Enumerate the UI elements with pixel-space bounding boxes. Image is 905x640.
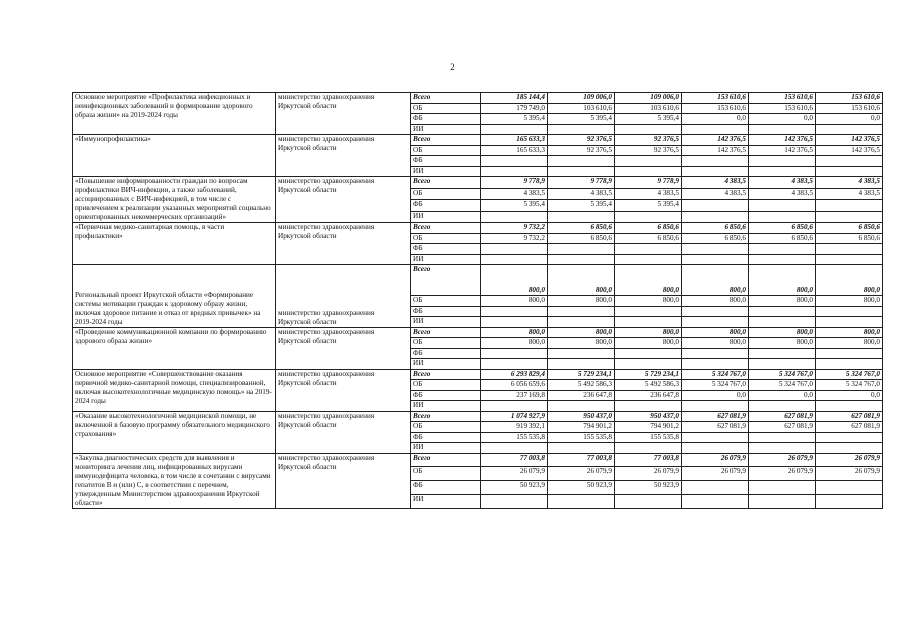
amount-cell xyxy=(682,443,749,454)
budget-table-body xyxy=(73,93,883,509)
activity-name: Основное мероприятие «Профилактика инфекционных и неинфекционных заболеваний и формирование здорового образа жизни» на 2019-2024 годы xyxy=(73,93,276,135)
funding-source: ОБ xyxy=(411,188,481,200)
budget-table xyxy=(72,92,883,509)
funding-source: ИИ xyxy=(411,401,481,412)
amount-cell: 919 392,1 xyxy=(481,422,548,433)
amount-cell: 6 850,6 xyxy=(749,233,816,244)
amount-cell: 26 079,9 xyxy=(749,467,816,481)
funding-source: ФБ xyxy=(411,348,481,359)
amount-cell: 627 081,9 xyxy=(749,422,816,433)
amount-cell: 0,0 xyxy=(749,390,816,401)
table-row xyxy=(73,93,883,104)
amount-cell xyxy=(682,432,749,443)
amount-cell: 5 395,4 xyxy=(615,200,682,212)
amount-cell xyxy=(548,124,615,135)
table-row xyxy=(73,411,883,422)
funding-source: ФБ xyxy=(411,306,481,317)
amount-cell xyxy=(548,254,615,265)
amount-cell: 92 376,5 xyxy=(548,145,615,156)
amount-cell: 155 535,8 xyxy=(481,432,548,443)
amount-cell: 6 850,6 xyxy=(682,223,749,234)
amount-cell: 4 383,5 xyxy=(749,188,816,200)
amount-cell xyxy=(548,348,615,359)
amount-cell: 5 395,4 xyxy=(548,114,615,125)
amount-cell xyxy=(481,124,548,135)
funding-source: ОБ xyxy=(411,145,481,156)
amount-cell xyxy=(816,348,883,359)
funding-source: ФБ xyxy=(411,481,481,495)
amount-cell: 165 633,3 xyxy=(481,145,548,156)
amount-cell: 6 850,6 xyxy=(816,233,883,244)
amount-cell xyxy=(682,156,749,167)
amount-cell: 26 079,9 xyxy=(749,453,816,467)
amount-cell: 92 376,5 xyxy=(548,135,615,146)
amount-cell xyxy=(481,211,548,223)
amount-cell: 800,0 xyxy=(749,338,816,349)
amount-cell xyxy=(749,359,816,370)
amount-cell: 5 324 767,0 xyxy=(682,380,749,391)
amount-cell: 153 610,6 xyxy=(816,93,883,104)
amount-cell xyxy=(682,254,749,265)
amount-cell: 142 376,5 xyxy=(682,145,749,156)
amount-cell: 4 383,5 xyxy=(816,177,883,189)
amount-cell: 26 079,9 xyxy=(682,467,749,481)
amount-cell: 800,0 xyxy=(548,338,615,349)
amount-cell: 4 383,5 xyxy=(615,188,682,200)
amount-cell: 153 610,6 xyxy=(816,103,883,114)
funding-source: ФБ xyxy=(411,244,481,255)
amount-cell: 77 003,8 xyxy=(548,453,615,467)
funding-source: ФБ xyxy=(411,390,481,401)
funding-source: Всего xyxy=(411,453,481,467)
amount-cell: 800,0 xyxy=(816,338,883,349)
amount-cell xyxy=(682,124,749,135)
amount-cell: 950 437,0 xyxy=(615,411,682,422)
amount-cell: 800,0 xyxy=(548,327,615,338)
amount-cell: 800,0 xyxy=(548,265,615,296)
amount-cell: 800,0 xyxy=(816,327,883,338)
amount-cell xyxy=(615,348,682,359)
amount-cell xyxy=(816,211,883,223)
amount-cell xyxy=(682,317,749,328)
amount-cell xyxy=(749,401,816,412)
amount-cell xyxy=(481,166,548,177)
amount-cell: 6 850,6 xyxy=(615,223,682,234)
amount-cell xyxy=(816,156,883,167)
amount-cell xyxy=(548,359,615,370)
amount-cell xyxy=(682,494,749,508)
amount-cell xyxy=(749,443,816,454)
amount-cell: 50 923,9 xyxy=(481,481,548,495)
funding-source: ИИ xyxy=(411,494,481,508)
amount-cell: 6 850,6 xyxy=(615,233,682,244)
activity-name: «Закупка диагностических средств для выявления и мониторинга лечения лиц, инфицированных вирусами иммунодефицита человека, в том числе в сочетании с вирусами гепатитов B и (или) C, в соответствии с перечнем, утвержденным Министерством здравоохранения Иркутской области» xyxy=(73,453,276,508)
amount-cell xyxy=(682,359,749,370)
amount-cell: 5 492 586,3 xyxy=(548,380,615,391)
amount-cell xyxy=(816,244,883,255)
amount-cell: 950 437,0 xyxy=(548,411,615,422)
amount-cell xyxy=(749,244,816,255)
amount-cell: 92 376,5 xyxy=(615,145,682,156)
amount-cell xyxy=(816,401,883,412)
amount-cell: 26 079,9 xyxy=(816,467,883,481)
activity-name: «Проведение коммуникационной компании по формированию здорового образа жизни» xyxy=(73,327,276,369)
amount-cell: 1 074 927,9 xyxy=(481,411,548,422)
amount-cell: 6 850,6 xyxy=(682,233,749,244)
amount-cell xyxy=(816,200,883,212)
amount-cell: 179 749,0 xyxy=(481,103,548,114)
amount-cell: 800,0 xyxy=(682,338,749,349)
funding-source: ИИ xyxy=(411,124,481,135)
amount-cell: 9 732,2 xyxy=(481,233,548,244)
funding-source: ОБ xyxy=(411,338,481,349)
amount-cell xyxy=(615,254,682,265)
amount-cell: 800,0 xyxy=(749,327,816,338)
amount-cell: 26 079,9 xyxy=(548,467,615,481)
amount-cell: 4 383,5 xyxy=(682,188,749,200)
amount-cell: 627 081,9 xyxy=(682,422,749,433)
amount-cell: 236 647,8 xyxy=(615,390,682,401)
amount-cell: 800,0 xyxy=(682,296,749,307)
amount-cell: 103 610,6 xyxy=(615,103,682,114)
funding-source: Всего xyxy=(411,93,481,104)
amount-cell xyxy=(749,200,816,212)
amount-cell: 800,0 xyxy=(816,265,883,296)
amount-cell xyxy=(816,254,883,265)
amount-cell xyxy=(481,348,548,359)
amount-cell: 153 610,6 xyxy=(749,103,816,114)
amount-cell xyxy=(615,156,682,167)
amount-cell: 627 081,9 xyxy=(749,411,816,422)
amount-cell xyxy=(749,481,816,495)
amount-cell: 800,0 xyxy=(749,265,816,296)
amount-cell: 4 383,5 xyxy=(481,188,548,200)
funding-source: ИИ xyxy=(411,317,481,328)
amount-cell: 6 850,6 xyxy=(749,223,816,234)
funding-source: ФБ xyxy=(411,200,481,212)
amount-cell: 26 079,9 xyxy=(615,467,682,481)
amount-cell: 5 395,4 xyxy=(615,114,682,125)
table-row xyxy=(73,369,883,380)
funding-source: ОБ xyxy=(411,422,481,433)
amount-cell xyxy=(548,306,615,317)
amount-cell: 794 901,2 xyxy=(548,422,615,433)
amount-cell: 26 079,9 xyxy=(816,453,883,467)
amount-cell xyxy=(548,317,615,328)
amount-cell: 800,0 xyxy=(749,296,816,307)
amount-cell: 5 395,4 xyxy=(481,200,548,212)
amount-cell xyxy=(548,156,615,167)
activity-name: Основное мероприятие «Совершенствование оказания первичной медико-санитарной помощи, специализированной, включая высокотехнологичные медицинскую помощь» на 2019-2024 годы xyxy=(73,369,276,411)
amount-cell xyxy=(749,317,816,328)
amount-cell: 0,0 xyxy=(682,114,749,125)
amount-cell xyxy=(816,443,883,454)
responsible-org: министерство здравоохранения Иркутской области xyxy=(276,93,411,135)
amount-cell xyxy=(481,443,548,454)
amount-cell xyxy=(749,166,816,177)
amount-cell: 0,0 xyxy=(749,114,816,125)
amount-cell: 5 324 767,0 xyxy=(749,380,816,391)
amount-cell xyxy=(682,166,749,177)
amount-cell: 77 003,8 xyxy=(615,453,682,467)
amount-cell xyxy=(548,443,615,454)
activity-name: «Повышение информированности граждан по вопросам профилактики ВИЧ-инфекции, а также заболеваний, ассоциированных с ВИЧ-инфекцией, в том числе с привлечением к реализации указанных мероприятий социально ориентированных некоммерческих организаций» xyxy=(73,177,276,223)
funding-source: Всего xyxy=(411,135,481,146)
responsible-org: министерство здравоохранения Иркутской области xyxy=(276,369,411,411)
amount-cell: 109 006,0 xyxy=(548,93,615,104)
amount-cell: 800,0 xyxy=(615,327,682,338)
amount-cell: 5 324 767,0 xyxy=(816,369,883,380)
amount-cell: 800,0 xyxy=(816,296,883,307)
amount-cell: 6 293 829,4 xyxy=(481,369,548,380)
amount-cell: 5 395,4 xyxy=(548,200,615,212)
amount-cell: 4 383,5 xyxy=(682,177,749,189)
funding-source: ИИ xyxy=(411,443,481,454)
responsible-org: министерство здравоохранения Иркутской области xyxy=(276,177,411,223)
amount-cell: 77 003,8 xyxy=(481,453,548,467)
amount-cell: 800,0 xyxy=(481,327,548,338)
amount-cell: 800,0 xyxy=(548,296,615,307)
amount-cell: 4 383,5 xyxy=(749,177,816,189)
amount-cell: 9 778,9 xyxy=(615,177,682,189)
funding-source: ОБ xyxy=(411,233,481,244)
amount-cell xyxy=(749,432,816,443)
amount-cell: 92 376,5 xyxy=(615,135,682,146)
funding-source: ОБ xyxy=(411,103,481,114)
funding-source: ОБ xyxy=(411,380,481,391)
amount-cell xyxy=(615,124,682,135)
amount-cell xyxy=(615,494,682,508)
table-row xyxy=(73,265,883,296)
funding-source: Всего xyxy=(411,327,481,338)
amount-cell xyxy=(548,166,615,177)
amount-cell xyxy=(615,443,682,454)
funding-source: ФБ xyxy=(411,432,481,443)
amount-cell xyxy=(548,211,615,223)
amount-cell xyxy=(615,401,682,412)
amount-cell xyxy=(682,306,749,317)
amount-cell xyxy=(548,401,615,412)
amount-cell: 9 778,9 xyxy=(548,177,615,189)
amount-cell xyxy=(481,401,548,412)
amount-cell: 627 081,9 xyxy=(816,422,883,433)
amount-cell: 103 610,6 xyxy=(548,103,615,114)
amount-cell: 142 376,5 xyxy=(682,135,749,146)
table-row xyxy=(73,223,883,234)
amount-cell xyxy=(615,317,682,328)
amount-cell: 26 079,9 xyxy=(481,467,548,481)
amount-cell: 4 383,5 xyxy=(548,188,615,200)
amount-cell xyxy=(615,211,682,223)
amount-cell: 236 647,8 xyxy=(548,390,615,401)
funding-source: Всего xyxy=(411,411,481,422)
amount-cell: 0,0 xyxy=(682,390,749,401)
amount-cell xyxy=(749,306,816,317)
amount-cell: 794 901,2 xyxy=(615,422,682,433)
amount-cell: 5 324 767,0 xyxy=(749,369,816,380)
amount-cell xyxy=(481,317,548,328)
amount-cell: 50 923,9 xyxy=(548,481,615,495)
amount-cell: 0,0 xyxy=(816,114,883,125)
page-number: 2 xyxy=(450,62,455,72)
amount-cell xyxy=(816,494,883,508)
amount-cell: 800,0 xyxy=(682,327,749,338)
amount-cell xyxy=(816,166,883,177)
amount-cell xyxy=(481,244,548,255)
amount-cell: 5 395,4 xyxy=(481,114,548,125)
amount-cell xyxy=(481,254,548,265)
funding-source: Всего xyxy=(411,369,481,380)
amount-cell: 26 079,9 xyxy=(682,453,749,467)
funding-source: ОБ xyxy=(411,296,481,307)
amount-cell: 165 633,3 xyxy=(481,135,548,146)
amount-cell: 9 732,2 xyxy=(481,223,548,234)
amount-cell: 142 376,5 xyxy=(816,135,883,146)
amount-cell: 6 056 659,6 xyxy=(481,380,548,391)
amount-cell xyxy=(682,348,749,359)
amount-cell: 5 729 234,1 xyxy=(615,369,682,380)
amount-cell: 800,0 xyxy=(615,296,682,307)
amount-cell xyxy=(481,494,548,508)
amount-cell xyxy=(749,211,816,223)
amount-cell: 800,0 xyxy=(481,338,548,349)
amount-cell xyxy=(682,211,749,223)
amount-cell: 155 535,8 xyxy=(615,432,682,443)
amount-cell: 800,0 xyxy=(615,265,682,296)
amount-cell: 142 376,5 xyxy=(749,145,816,156)
amount-cell: 4 383,5 xyxy=(816,188,883,200)
amount-cell: 5 492 586,3 xyxy=(615,380,682,391)
amount-cell: 6 850,6 xyxy=(548,233,615,244)
responsible-org: министерство здравоохранения Иркутской области xyxy=(276,135,411,177)
amount-cell: 155 535,8 xyxy=(548,432,615,443)
funding-source: ИИ xyxy=(411,254,481,265)
amount-cell xyxy=(682,401,749,412)
amount-cell xyxy=(615,306,682,317)
activity-name: «Иммунопрофилактика» xyxy=(73,135,276,177)
responsible-org: министерство здравоохранения Иркутской области xyxy=(276,453,411,508)
amount-cell: 0,0 xyxy=(816,390,883,401)
amount-cell xyxy=(816,124,883,135)
activity-name: Региональный проект Иркутской области «Формирование системы мотивации граждан к здоровому образу жизни, включая здоровое питание и отказ от вредных привычек» на 2019-2024 годы xyxy=(73,265,276,328)
funding-source: Всего xyxy=(411,223,481,234)
amount-cell xyxy=(615,359,682,370)
amount-cell: 237 169,8 xyxy=(481,390,548,401)
amount-cell: 153 610,6 xyxy=(682,103,749,114)
amount-cell xyxy=(481,306,548,317)
amount-cell xyxy=(615,244,682,255)
table-row xyxy=(73,177,883,189)
responsible-org: министерство здравоохранения Иркутской области xyxy=(276,411,411,453)
funding-source: Всего xyxy=(411,177,481,189)
amount-cell xyxy=(749,494,816,508)
amount-cell xyxy=(682,481,749,495)
amount-cell: 627 081,9 xyxy=(682,411,749,422)
amount-cell: 109 006,0 xyxy=(615,93,682,104)
amount-cell xyxy=(749,254,816,265)
amount-cell: 627 081,9 xyxy=(816,411,883,422)
table-row xyxy=(73,453,883,467)
amount-cell xyxy=(749,156,816,167)
amount-cell: 6 850,6 xyxy=(816,223,883,234)
amount-cell xyxy=(481,156,548,167)
amount-cell xyxy=(682,200,749,212)
responsible-org: министерство здравоохранения Иркутской области xyxy=(276,265,411,328)
amount-cell xyxy=(816,317,883,328)
funding-source: ИИ xyxy=(411,211,481,223)
amount-cell: 5 324 767,0 xyxy=(682,369,749,380)
amount-cell xyxy=(548,244,615,255)
responsible-org: министерство здравоохранения Иркутской области xyxy=(276,327,411,369)
amount-cell: 6 850,6 xyxy=(548,223,615,234)
amount-cell: 142 376,5 xyxy=(816,145,883,156)
activity-name: «Оказание высокотехнологичной медицинской помощи, не включенной в базовую программу обязательного медицинского страхования» xyxy=(73,411,276,453)
funding-source: ОБ xyxy=(411,467,481,481)
amount-cell: 800,0 xyxy=(481,265,548,296)
amount-cell: 153 610,6 xyxy=(682,93,749,104)
amount-cell xyxy=(749,348,816,359)
funding-source: ИИ xyxy=(411,359,481,370)
amount-cell xyxy=(548,494,615,508)
amount-cell: 9 778,9 xyxy=(481,177,548,189)
funding-source: Всего xyxy=(411,265,481,296)
amount-cell: 800,0 xyxy=(481,296,548,307)
amount-cell xyxy=(615,166,682,177)
amount-cell: 5 729 234,1 xyxy=(548,369,615,380)
activity-name: «Первичная медико-санитарная помощь, в части профилактики» xyxy=(73,223,276,265)
amount-cell xyxy=(481,359,548,370)
amount-cell xyxy=(682,244,749,255)
amount-cell: 153 610,6 xyxy=(749,93,816,104)
amount-cell xyxy=(816,432,883,443)
amount-cell xyxy=(816,306,883,317)
amount-cell xyxy=(816,481,883,495)
amount-cell xyxy=(749,124,816,135)
amount-cell: 800,0 xyxy=(615,338,682,349)
funding-source: ИИ xyxy=(411,166,481,177)
table-row xyxy=(73,327,883,338)
responsible-org: министерство здравоохранения Иркутской области xyxy=(276,223,411,265)
amount-cell: 800,0 xyxy=(682,265,749,296)
amount-cell: 142 376,5 xyxy=(749,135,816,146)
amount-cell: 5 324 767,0 xyxy=(816,380,883,391)
amount-cell: 185 144,4 xyxy=(481,93,548,104)
funding-source: ФБ xyxy=(411,114,481,125)
table-row xyxy=(73,135,883,146)
funding-source: ФБ xyxy=(411,156,481,167)
amount-cell xyxy=(816,359,883,370)
amount-cell: 50 923,9 xyxy=(615,481,682,495)
